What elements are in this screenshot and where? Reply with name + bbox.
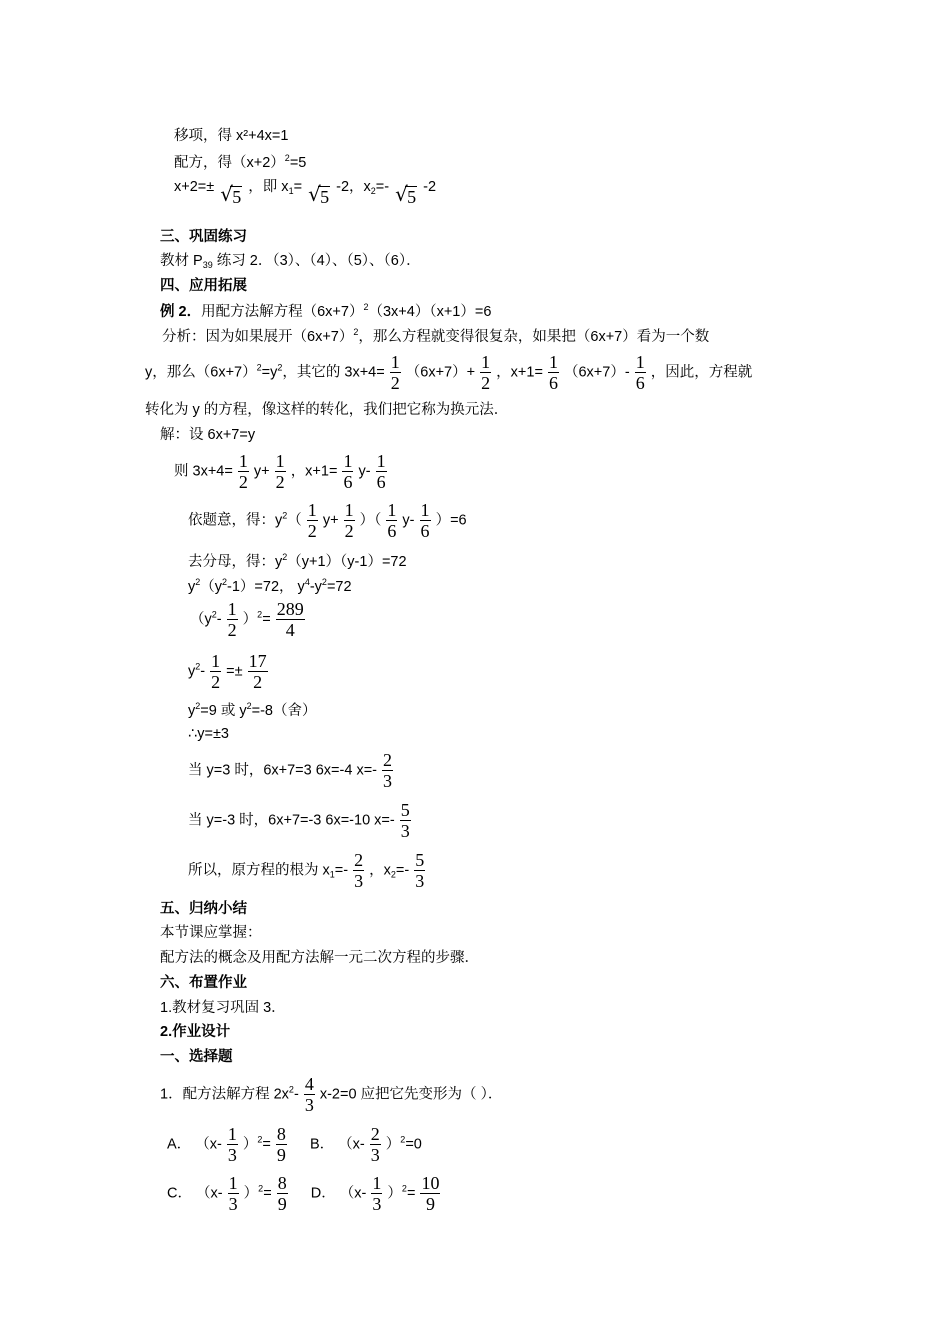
- superscript: 2: [257, 609, 263, 620]
- text: ）（: [359, 512, 382, 529]
- text: =-: [375, 179, 390, 195]
- fraction-1-2: $\frac{1}{2}$: [307, 500, 317, 541]
- fraction-2-3: $\frac{2}{3}$: [370, 1124, 380, 1165]
- text: 练习 2．（3）、（4）、（5）、（6）．: [212, 253, 421, 269]
- text: 配方，得（x+2）: [174, 155, 285, 171]
- superscript: 2: [195, 701, 201, 711]
- text: （x-: [339, 1185, 367, 1202]
- text: =: [262, 611, 271, 628]
- fraction-1-2: $\frac{1}{2}$: [481, 352, 491, 393]
- line-move-terms: [174, 129, 288, 144]
- option-c-label: C．: [167, 1185, 192, 1202]
- section-title-practice: 三、巩固练习: [160, 229, 247, 245]
- text: y+: [253, 463, 270, 480]
- superscript: 2: [256, 362, 262, 373]
- analysis-line-3: 转化为 y 的方程，像这样的转化，我们把它称为换元法．: [145, 402, 509, 418]
- text: y: [188, 703, 196, 719]
- solution-let: 解：设 6x+7=y: [160, 427, 256, 443]
- homework-line-1: 1.教材复习巩固 3．: [160, 1000, 286, 1016]
- summary-line-2: 配方法的概念及用配方法解一元二次方程的步骤．: [160, 950, 479, 966]
- fraction-5-3: $\frac{5}{3}$: [400, 800, 410, 841]
- sqrt-5: √ 5: [308, 182, 330, 207]
- options-row-ab: [167, 1124, 422, 1165]
- line-sqrt-roots: [174, 180, 436, 207]
- solution-roots: [188, 850, 426, 891]
- text: ）: [242, 611, 258, 628]
- fraction-5-3: $\frac{5}{3}$: [415, 850, 425, 891]
- text: -: [293, 1086, 299, 1103]
- text: =5: [289, 155, 307, 171]
- fraction-8-9: $\frac{8}{9}$: [277, 1173, 287, 1214]
- fraction-1-3: $\frac{1}{3}$: [227, 1124, 237, 1165]
- fraction-1-2: $\frac{1}{2}$: [238, 451, 248, 492]
- fraction-1-2: $\frac{1}{2}$: [275, 451, 285, 492]
- text: ，x+1=: [290, 463, 338, 480]
- superscript: 2: [353, 327, 359, 337]
- text: -: [200, 663, 206, 680]
- subscript: 39: [202, 260, 213, 270]
- fraction-1-2: $\frac{1}{2}$: [390, 352, 400, 393]
- text: y，那么（6x+7）: [145, 364, 257, 381]
- text: （x-: [195, 1136, 222, 1153]
- section-title-choice: 一、选择题: [160, 1049, 233, 1065]
- text: =y: [261, 364, 278, 381]
- superscript: 2: [257, 1134, 263, 1145]
- text: -1）=72， y: [227, 579, 305, 595]
- superscript: 2: [222, 577, 228, 587]
- text: （: [287, 512, 302, 529]
- fraction-10-9: $\frac{10}{9}$: [421, 1173, 440, 1214]
- text: -2，x: [336, 179, 371, 195]
- fraction-17-2: $\frac{17}{2}$: [248, 651, 267, 692]
- text: 所以，原方程的根为 x: [188, 862, 330, 879]
- text: -: [216, 611, 222, 628]
- text: （y+1）（y-1）=72: [287, 554, 407, 570]
- solution-square-form: [190, 599, 306, 640]
- fraction-1-2: $\frac{1}{2}$: [211, 651, 221, 692]
- text: 当 y=-3 时，6x+7=-3 6x=-10 x=-: [188, 812, 395, 829]
- sqrt-5: √ 5: [395, 182, 417, 207]
- superscript: 2: [277, 362, 283, 373]
- text: =: [293, 179, 303, 195]
- practice-text: [160, 254, 421, 270]
- text: ，即 x: [248, 179, 289, 195]
- option-a-label: A．: [167, 1136, 192, 1153]
- option-b-label: B．: [309, 1136, 335, 1153]
- superscript: 2: [195, 661, 201, 672]
- solution-sqrt: [188, 651, 269, 692]
- text: y-: [358, 463, 371, 480]
- option-d-label: D．: [310, 1185, 336, 1202]
- text: =9 或 y: [200, 703, 247, 719]
- superscript: 2: [401, 1183, 407, 1194]
- superscript: 2: [284, 153, 290, 163]
- superscript: 2: [246, 701, 252, 711]
- section-title-summary: 五、归纳小结: [160, 901, 247, 917]
- line-complete-square: [174, 154, 306, 171]
- text: （6x+7）+: [405, 364, 476, 381]
- options-row-cd: [167, 1173, 441, 1214]
- text: y+: [322, 512, 339, 529]
- text: ）=6: [435, 512, 467, 529]
- analysis-line-2: [145, 352, 752, 393]
- text: 移项，得 x²+4x=1: [174, 128, 289, 144]
- subscript: 2: [390, 869, 396, 880]
- fraction-1-6: $\frac{1}{6}$: [387, 500, 397, 541]
- subscript: 2: [370, 186, 376, 196]
- text: 去分母，得：y: [188, 554, 283, 570]
- fraction-1-6: $\frac{1}{6}$: [343, 451, 353, 492]
- text: =: [262, 1136, 271, 1153]
- text: =-: [395, 862, 410, 879]
- text: 当 y=3 时，6x+7=3 6x=-4 x=-: [188, 762, 377, 779]
- sqrt-5: √ 5: [220, 182, 242, 207]
- question-1: [160, 1074, 502, 1115]
- text: =72: [326, 579, 352, 595]
- summary-line-1: 本节课应掌握：: [160, 925, 262, 941]
- text: （x-: [338, 1136, 365, 1153]
- fraction-4-3: $\frac{4}{3}$: [304, 1074, 314, 1115]
- text: y-: [402, 512, 415, 529]
- text: （y: [200, 579, 223, 595]
- superscript: 2: [282, 510, 288, 521]
- text: =-: [334, 862, 349, 879]
- subscript: 1: [329, 869, 335, 880]
- text: y: [188, 663, 196, 680]
- text: 则 3x+4=: [174, 463, 233, 480]
- section-title-homework: 六、布置作业: [160, 975, 247, 991]
- subscript: 1: [288, 186, 294, 196]
- fraction-1-6: $\frac{1}{6}$: [548, 352, 558, 393]
- fraction-1-2: $\frac{1}{2}$: [344, 500, 354, 541]
- fraction-2-3: $\frac{2}{3}$: [354, 850, 364, 891]
- text: （3x+4）（x+1）=6: [368, 304, 492, 320]
- fraction-8-9: $\frac{8}{9}$: [276, 1124, 286, 1165]
- text: （y: [190, 611, 212, 628]
- fraction-1-2: $\frac{1}{2}$: [227, 599, 237, 640]
- superscript: 2: [400, 1134, 406, 1145]
- text: （6x+7）-: [563, 364, 630, 381]
- fraction-1-3: $\frac{1}{3}$: [372, 1173, 382, 1214]
- solution-substitution: [174, 451, 388, 492]
- text: ）: [387, 1185, 402, 1202]
- analysis-line-1: [162, 328, 709, 345]
- text: ）: [242, 1136, 258, 1153]
- superscript: 2: [321, 577, 327, 587]
- solution-expand: [188, 578, 352, 595]
- text: 用配方法解方程（6x+7）: [201, 304, 364, 320]
- text: =: [406, 1185, 416, 1202]
- fraction-1-6: $\frac{1}{6}$: [376, 451, 386, 492]
- text: ，那么方程就变得很复杂，如果把（6x+7）看为一个数: [358, 329, 710, 345]
- superscript: 2: [195, 577, 201, 587]
- text: =0: [405, 1136, 422, 1153]
- homework-line-2: 2.作业设计: [160, 1024, 231, 1040]
- text: 依题意，得：y: [188, 512, 283, 529]
- superscript: 2: [211, 609, 217, 620]
- text: 分析：因为如果展开（6x+7）: [162, 329, 354, 345]
- text: x+2=±: [174, 179, 215, 195]
- solution-by-question: [188, 500, 467, 541]
- solution-therefore: ∴y=±3: [188, 726, 229, 742]
- text: -2: [423, 179, 437, 195]
- text: -y: [309, 579, 322, 595]
- solution-case-y-neg3: [188, 800, 412, 841]
- fraction-289-4: $\frac{289}{4}$: [276, 599, 304, 640]
- solution-clear-denominators: [188, 553, 407, 570]
- solution-case-y3: [188, 750, 394, 791]
- text: 1．配方法解方程 2x: [160, 1086, 289, 1103]
- text: =: [263, 1185, 272, 1202]
- fraction-1-3: $\frac{1}{3}$: [228, 1173, 238, 1214]
- example-label: 例 2．: [160, 304, 202, 320]
- text: ，因此，方程就: [650, 364, 753, 381]
- fraction-2-3: $\frac{2}{3}$: [383, 750, 393, 791]
- text: ）: [243, 1185, 259, 1202]
- fraction-1-6: $\frac{1}{6}$: [635, 352, 645, 393]
- superscript: 2: [258, 1183, 264, 1194]
- superscript: 2: [288, 1084, 294, 1095]
- text: =±: [226, 663, 243, 680]
- text: 教材 P: [160, 253, 203, 269]
- superscript: 4: [304, 577, 310, 587]
- fraction-1-6: $\frac{1}{6}$: [420, 500, 430, 541]
- solution-y-squared: [188, 702, 317, 719]
- text: ，x+1=: [496, 364, 543, 381]
- text: y: [188, 579, 196, 595]
- text: ，x: [369, 862, 391, 879]
- text: ，其它的 3x+4=: [282, 364, 385, 381]
- superscript: 2: [363, 302, 369, 312]
- text: =-8（舍）: [251, 703, 317, 719]
- text: ）: [385, 1136, 401, 1153]
- example-2: [160, 303, 491, 320]
- superscript: 2: [282, 552, 288, 562]
- text: （x-: [196, 1185, 223, 1202]
- text: x-2=0 应把它先变形为（ ）．: [319, 1086, 503, 1103]
- section-title-extension: 四、应用拓展: [160, 278, 247, 294]
